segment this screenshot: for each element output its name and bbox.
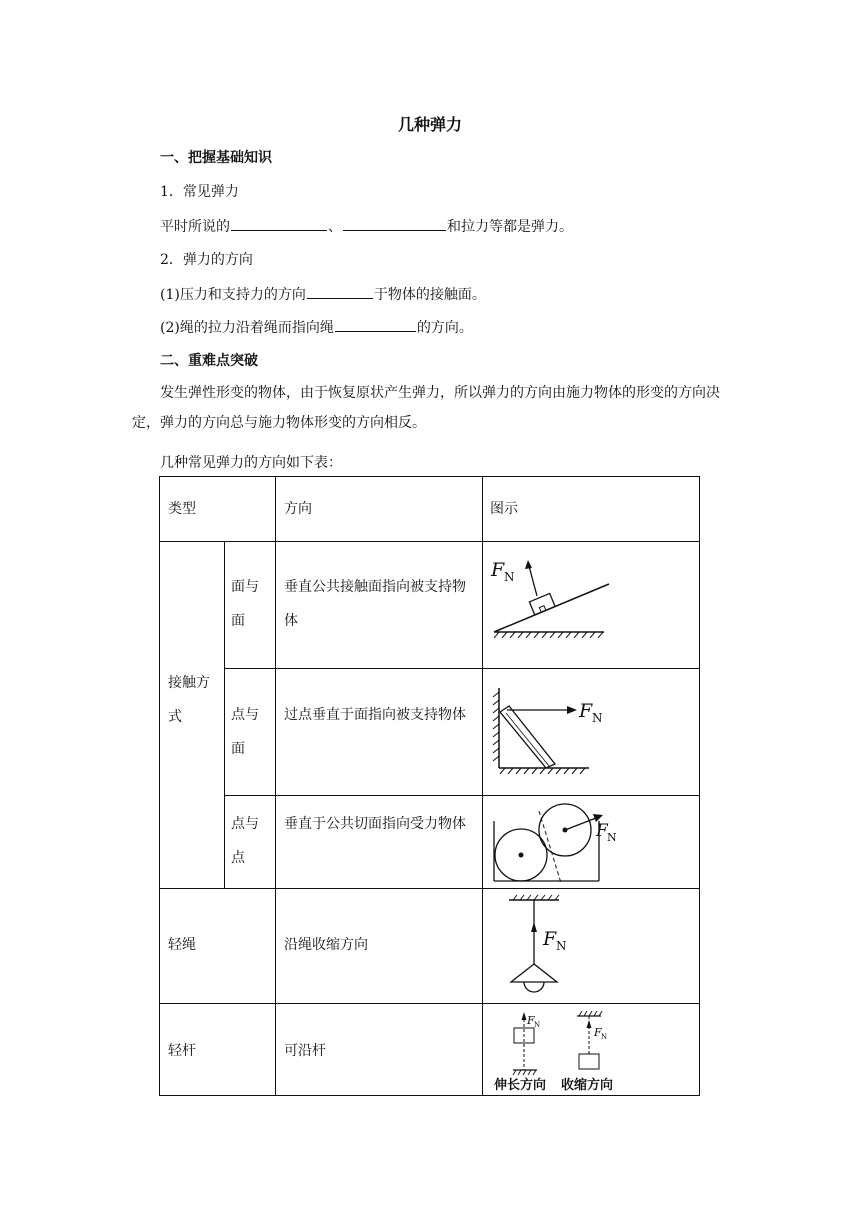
row-type-point-point: 点与点 bbox=[231, 816, 259, 866]
row-direction-rope: 沿绳收缩方向 bbox=[284, 937, 368, 953]
section2-paragraph: 发生弹性形变的物体，由于恢复原状产生弹力，所以弹力的方向由施力物体的形变的方向决定，弹力的方向总与施力物体形变的方向相反。 bbox=[132, 385, 720, 431]
force-label-3: F bbox=[596, 821, 608, 841]
item2-line1 bbox=[160, 283, 486, 304]
force-subscript-1: N bbox=[504, 570, 515, 584]
fill-blank-3[interactable] bbox=[307, 283, 373, 299]
item1-sep: 、 bbox=[328, 219, 342, 235]
row-direction-face-face: 垂直公共接触面指向被支持物体 bbox=[284, 579, 466, 629]
force-label-2: F bbox=[579, 700, 593, 722]
header-type: 类型 bbox=[168, 501, 196, 517]
fill-blank-1[interactable] bbox=[231, 215, 327, 231]
row-type-rod: 轻杆 bbox=[168, 1043, 196, 1059]
caption-compression: 收缩方向 bbox=[561, 1078, 614, 1093]
item2-line2-post: 的方向。 bbox=[416, 320, 473, 336]
item1-post: 和拉力等都是弹力。 bbox=[447, 219, 573, 235]
force-subscript-4: N bbox=[556, 939, 567, 953]
table-intro: 几种常见弹力的方向如下表： bbox=[160, 455, 342, 471]
figure-two-balls bbox=[489, 801, 689, 886]
section2-heading: 二、重难点突破 bbox=[160, 353, 258, 369]
force-label-5b: F bbox=[594, 1026, 602, 1039]
figure-light-rods bbox=[489, 1006, 694, 1094]
force-label-1: F bbox=[491, 559, 505, 581]
item2-line1-pre: (1)压力和支持力的方向 bbox=[160, 287, 306, 303]
row-type-rope: 轻绳 bbox=[168, 937, 196, 953]
item2-line2-pre: (2)绳的拉力沿着绳而指向绳 bbox=[160, 320, 334, 336]
force-subscript-3: N bbox=[607, 831, 617, 844]
item1-pre: 平时所说的 bbox=[160, 219, 230, 235]
row-direction-rod: 可沿杆 bbox=[284, 1043, 326, 1059]
caption-extension: 伸长方向 bbox=[494, 1078, 547, 1093]
row-type-point-face: 点与面 bbox=[231, 707, 259, 757]
fill-blank-2[interactable] bbox=[343, 215, 446, 231]
header-figure: 图示 bbox=[490, 501, 518, 517]
page-title: 几种弹力 bbox=[397, 115, 462, 134]
item2-line1-post: 于物体的接触面。 bbox=[373, 287, 486, 303]
figure-block-on-incline bbox=[489, 554, 689, 659]
force-label-4: F bbox=[543, 928, 557, 950]
header-direction: 方向 bbox=[284, 501, 312, 517]
row-direction-point-point: 垂直于公共切面指向受力物体 bbox=[284, 816, 466, 832]
force-subscript-5b: N bbox=[601, 1033, 608, 1041]
force-subscript-2: N bbox=[592, 711, 603, 725]
item2-heading: 2．弹力的方向 bbox=[160, 252, 253, 268]
item1-heading: 1．常见弹力 bbox=[160, 184, 239, 200]
figure-rod-against-wall bbox=[489, 684, 689, 784]
figure-lamp-on-rope bbox=[489, 892, 689, 1000]
group-label-contact: 接触方式 bbox=[168, 675, 210, 725]
row-direction-point-face: 过点垂直于面指向被支持物体 bbox=[284, 707, 466, 723]
item2-line2 bbox=[160, 316, 473, 337]
section1-heading: 一、把握基础知识 bbox=[160, 150, 272, 166]
item1-sentence bbox=[160, 215, 573, 236]
force-label-5a: F bbox=[527, 1014, 535, 1027]
force-subscript-5a: N bbox=[534, 1021, 541, 1029]
fill-blank-4[interactable] bbox=[335, 316, 416, 332]
row-type-face-face: 面与面 bbox=[231, 579, 259, 629]
force-direction-table bbox=[159, 476, 700, 1096]
